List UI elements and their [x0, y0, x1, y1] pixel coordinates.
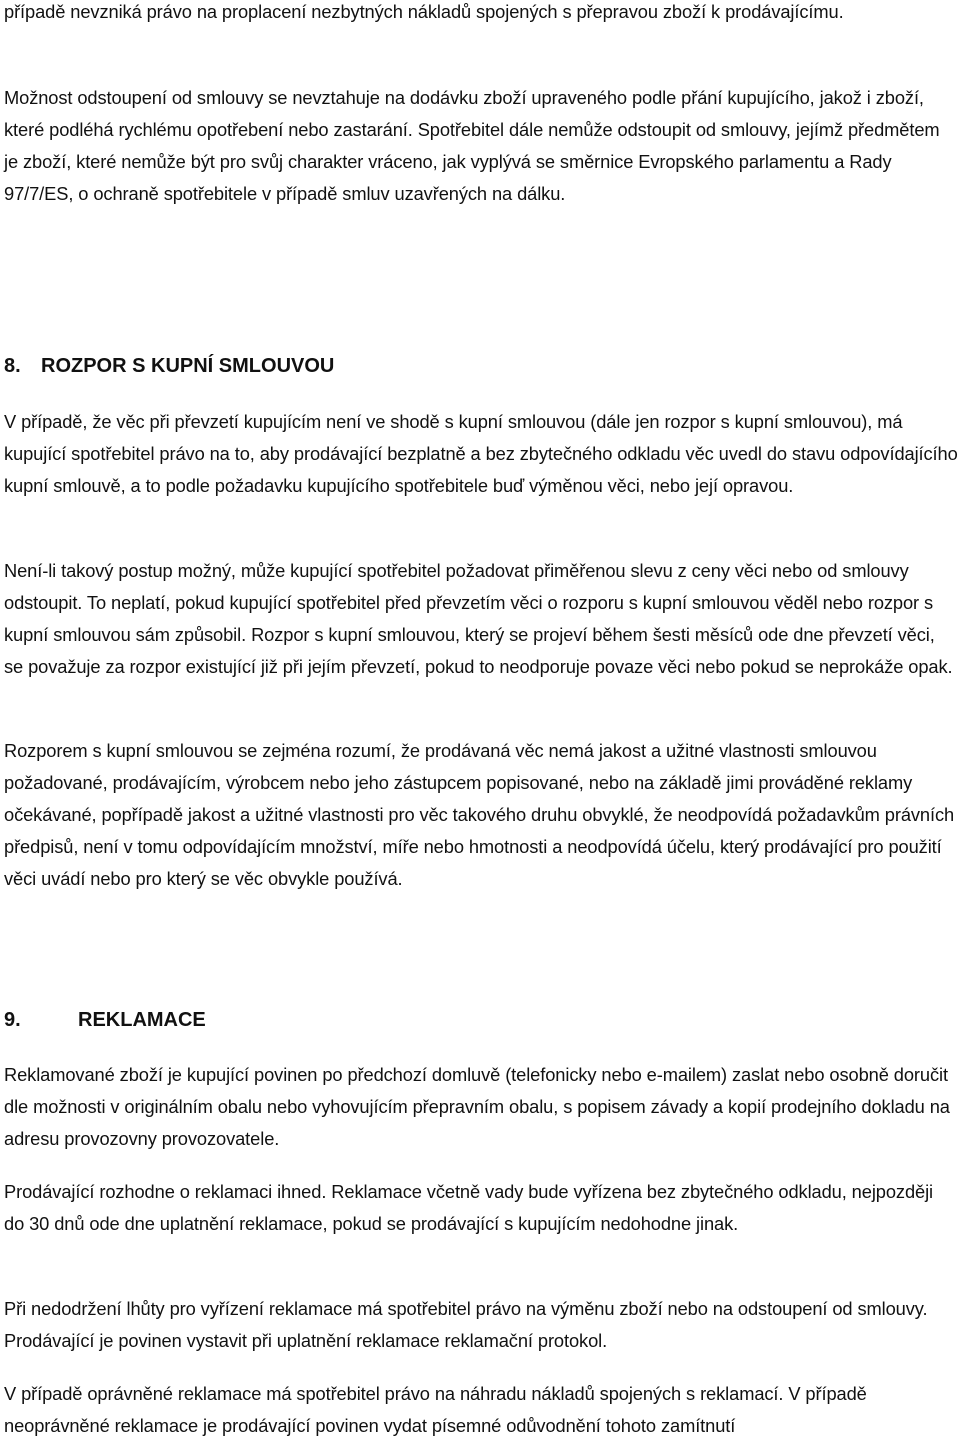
- section-9-title: REKLAMACE: [78, 1009, 206, 1031]
- section-9-number: 9.: [4, 1009, 21, 1031]
- section-8-number: 8.: [4, 355, 21, 377]
- section-9-paragraph-3: Při nedodržení lhůty pro vyřízení reklamace má spotřebitel právo na výměnu zboží nebo na odstoupení od smlouvy. Prodávající je povinen vystavit při uplatnění reklamace reklamační protokol.: [4, 1298, 928, 1351]
- section-9-paragraph-2: Prodávající rozhodne o reklamaci ihned. Reklamace včetně vady bude vyřízena bez zbytečného odkladu, nejpozději do 30 dnů ode dne uplatnění reklamace, pokud se prodávající s kupujícím nedohodne jinak.: [4, 1181, 934, 1234]
- section-8-title: ROZPOR S KUPNÍ SMLOUVOU: [41, 355, 335, 377]
- section-9-heading: [4, 1004, 206, 1036]
- paragraph-carryover: případě nevzniká právo na proplacení nezbytných nákladů spojených s přepravou zboží k prodávajícímu.: [4, 1, 844, 22]
- section-8-heading: [4, 350, 334, 382]
- section-9-paragraph-1: Reklamované zboží je kupující povinen po předchozí domluvě (telefonicky nebo e-mailem) zaslat nebo osobně doručit dle možnosti v originálním obalu nebo vyhovujícím přepravním obalu, s popisem závady a kopií prodejního dokladu na adresu provozovny provozovatele.: [4, 1064, 950, 1149]
- section-8-paragraph-3: Rozporem s kupní smlouvou se zejména rozumí, že prodávaná věc nemá jakost a užitné vlastnosti smlouvou požadované, prodávajícím, výrobcem nebo jeho zástupcem popisované, nebo na základě jimi prováděné reklamy očekávané, popřípadě jakost a užitné vlastnosti pro věc takového druhu obvyklé, že neodpovídá požadavkům právních předpisů, není v tomu odpovídajícím množství, míře nebo hmotnosti a neodpovídá účelu, který prodávající pro použití věci uvádí nebo pro který se věc obvykle používá.: [4, 740, 955, 889]
- section-8-paragraph-1: V případě, že věc při převzetí kupujícím není ve shodě s kupní smlouvou (dále jen rozpor s kupní smlouvou), má kupující spotřebitel právo na to, aby prodávající bezplatně a bez zbytečného odkladu věc uvedl do stavu odpovídajícího kupní smlouvě, a to podle požadavku kupujícího spotřebitele buď výměnou věci, nebo její opravou.: [4, 411, 958, 496]
- paragraph-withdrawal-exceptions: Možnost odstoupení od smlouvy se nevztahuje na dodávku zboží upraveného podle přání kupujícího, jakož i zboží, které podléhá rychlému opotřebení nebo zastarání. Spotřebitel dále nemůže odstoupit od smlouvy, jejímž předmětem je zboží, které nemůže být pro svůj charakter vráceno, jak vyplývá se směrnice Evropského parlamentu a Rady 97/7/ES, o ochraně spotřebitele v případě smluv uzavřených na dálku.: [4, 87, 940, 204]
- section-9-paragraph-4: V případě oprávněné reklamace má spotřebitel právo na náhradu nákladů spojených s reklamací. V případě neoprávněné reklamace je prodávající povinen vydat písemné odůvodnění tohoto zamítnutí: [4, 1383, 867, 1436]
- section-8-paragraph-2: Není-li takový postup možný, může kupující spotřebitel požadovat přiměřenou slevu z ceny věci nebo od smlouvy odstoupit. To neplatí, pokud kupující spotřebitel před převzetím věci o rozporu s kupní smlouvou věděl nebo rozpor s kupní smlouvou sám způsobil. Rozpor s kupní smlouvou, který se projeví během šesti měsíců ode dne převzetí věci, se považuje za rozpor existující již při jejím převzetí, pokud to neodporuje povaze věci nebo pokud se neprokáže opak.: [4, 560, 953, 677]
